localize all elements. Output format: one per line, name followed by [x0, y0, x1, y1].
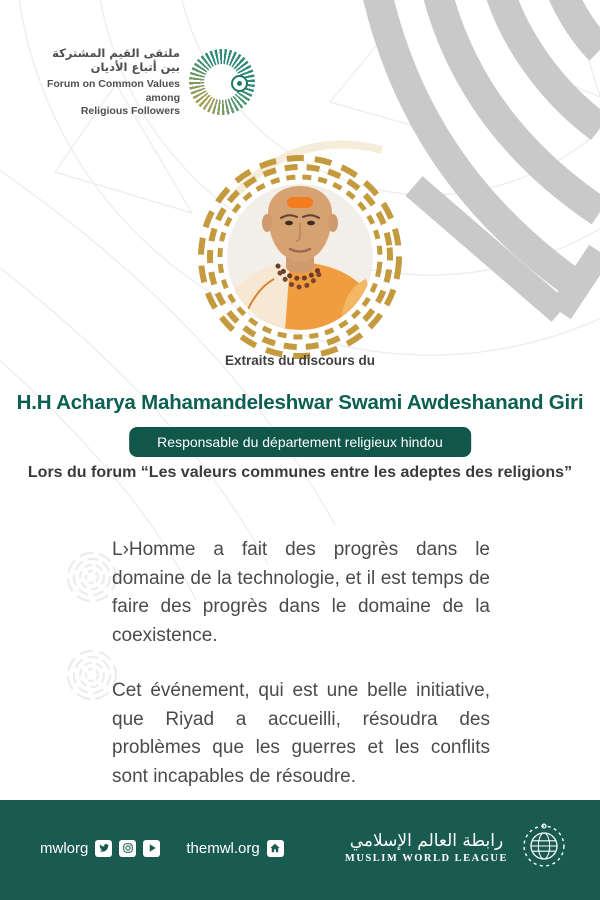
mwl-emblem-icon	[518, 820, 570, 877]
speaker-photo	[190, 151, 410, 367]
mwl-logo	[345, 820, 570, 877]
forum-logo	[30, 46, 255, 119]
quote-paragraph-2: Cet événement, qui est une belle initiative, que Riyad a accueilli, résoudra des problèmes que les guerres et les conflits sont incapables de résoudre.	[112, 680, 490, 787]
website-url: themwl.org	[186, 839, 260, 857]
social-handle: mwlorg	[40, 839, 89, 857]
forum-title-arabic: ملتقى القيم المشتركة بين أتباع الأديان	[52, 46, 180, 74]
forum-logo-icon	[189, 49, 255, 115]
quote-block	[112, 536, 490, 818]
forum-logo-text	[30, 46, 180, 119]
mwl-logo-text	[345, 832, 508, 865]
photo-caption: Extraits du discours du	[224, 353, 376, 368]
forum-title-english: Forum on Common Values among Religious Followers	[46, 78, 180, 118]
website-group	[186, 840, 283, 857]
twitter-icon	[95, 840, 112, 857]
mwl-name-arabic: رابطة العالم الإسلامي	[349, 830, 504, 851]
footer-bar	[0, 800, 600, 900]
quote-paragraph-1: L›Homme a fait des progrès dans le domaine de la technologie, et il est temps de faire des progrès dans le domaine de la coexistence.	[112, 539, 490, 646]
portrait-illustration	[227, 184, 373, 330]
role-badge: Responsable du département religieux hindou	[129, 427, 471, 457]
home-icon	[267, 840, 284, 857]
event-line: Lors du forum “Les valeurs communes entre les adeptes des religions”	[27, 464, 573, 481]
social-group	[40, 840, 160, 857]
instagram-icon	[119, 840, 136, 857]
speaker-name: H.H Acharya Mahamandeleshwar Swami Awdeshanand Giri	[16, 391, 584, 414]
forum-logo-eye-icon	[231, 75, 248, 92]
mwl-name-english: MUSLIM WORLD LEAGUE	[344, 853, 508, 865]
youtube-icon	[143, 840, 160, 857]
